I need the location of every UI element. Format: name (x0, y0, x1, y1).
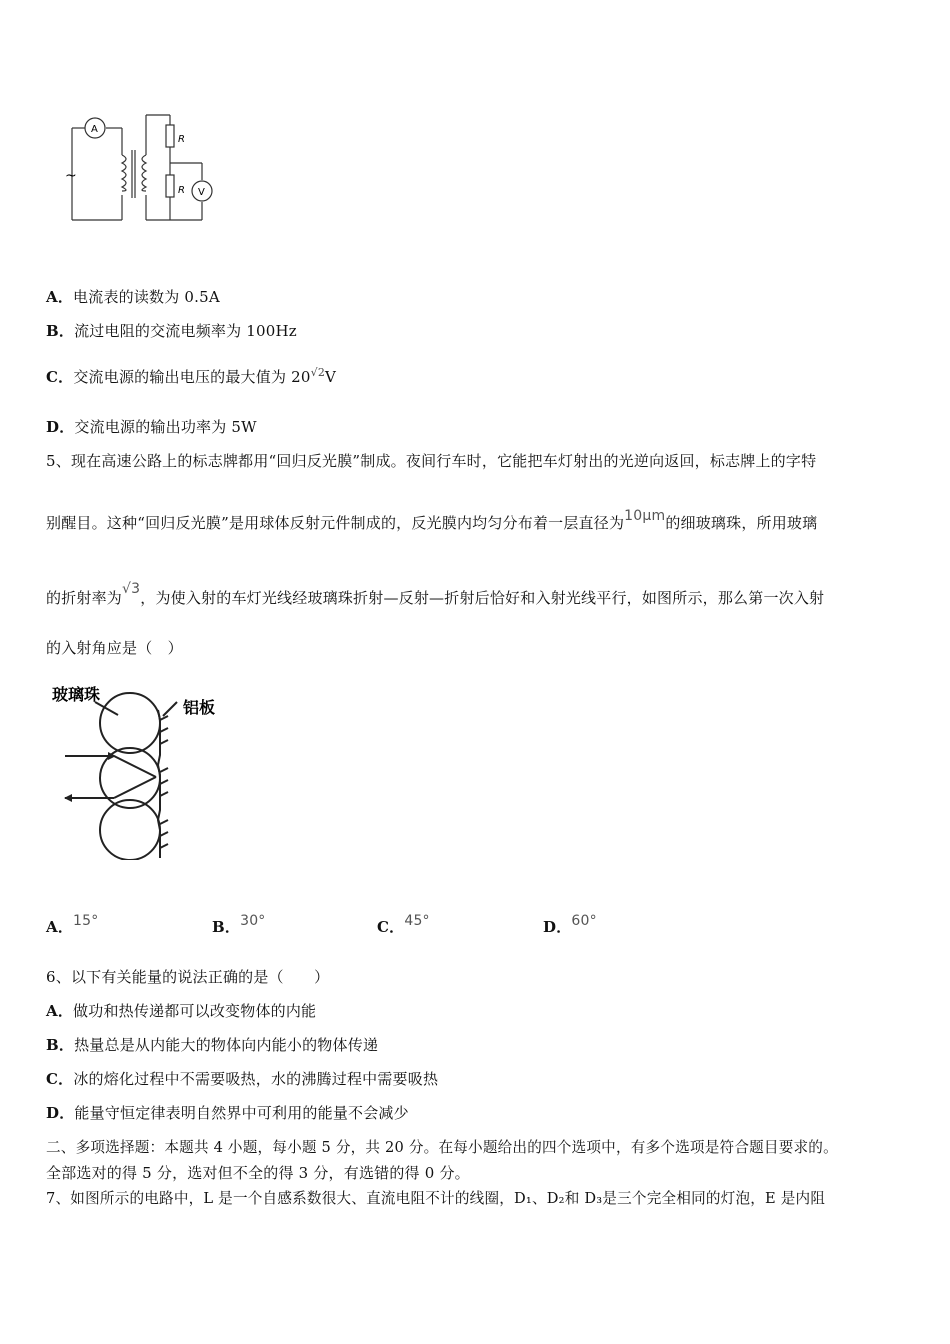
resistor-bottom-label: R (178, 185, 185, 196)
option-letter: D． (543, 918, 572, 936)
q5-option-b (212, 913, 266, 937)
q6-option-d (46, 1102, 409, 1123)
option-text: 冰的熔化过程中不需要吸热，水的沸腾过程中需要吸热 (73, 1070, 439, 1088)
option-letter: A． (46, 1002, 74, 1020)
option-text: 能量守恒定律表明自然界中可利用的能量不会减少 (74, 1104, 409, 1122)
option-letter: D． (46, 418, 75, 436)
q5-text: 别醒目。这种“回归反光膜”是用球体反射元件制成的，反光膜内均匀分布着一层直径为 (46, 514, 625, 532)
q4-option-d (46, 416, 257, 437)
q4-option-a (46, 286, 220, 307)
q6-stem: 6、以下有关能量的说法正确的是（ ） (46, 968, 330, 986)
option-letter: B． (46, 322, 75, 340)
q5-stem-line4: 的入射角应是（ ） (46, 639, 183, 657)
q5-stem-line2 (46, 508, 818, 533)
option-unit: V (325, 368, 337, 386)
q5-text: 的折射率为 (46, 589, 123, 607)
diameter-value: 10μm (624, 508, 666, 524)
option-letter: B． (212, 918, 241, 936)
option-text: 热量总是从内能大的物体向内能小的物体传递 (74, 1036, 379, 1054)
option-letter: B． (46, 1036, 75, 1054)
option-text: 交流电源的输出电压的最大值为 20 (73, 368, 311, 386)
q6-option-c (46, 1068, 438, 1089)
resistor-top-label: R (178, 134, 185, 145)
option-text: 流过电阻的交流电频率为 100Hz (74, 322, 297, 340)
option-value: 60° (571, 913, 597, 929)
q7-stem: 7、如图所示的电路中，L 是一个自感系数很大、直流电阻不计的线圈，D₁、D₂和 D₃是三个完全相同的灯泡，E 是内阻 (46, 1190, 826, 1207)
option-value: 15° (73, 913, 99, 929)
option-text: 电流表的读数为 0.5A (73, 288, 220, 306)
voltmeter-label: V (198, 187, 205, 198)
q5-text: 的细玻璃珠，所用玻璃 (665, 514, 818, 532)
bead-label: 玻璃珠 (52, 685, 101, 704)
option-letter: D． (46, 1104, 75, 1122)
option-text: 交流电源的输出功率为 5W (74, 418, 257, 436)
q5-option-d (543, 913, 597, 937)
option-letter: A． (46, 918, 74, 936)
q5-text: ，为使入射的车灯光线经玻璃珠折射—反射—折射后恰好和入射光线平行，如图所示，那么第一次入射 (140, 589, 825, 607)
q6-option-b (46, 1034, 378, 1055)
option-value: 45° (404, 913, 430, 929)
option-letter: C． (377, 918, 405, 936)
section2-instructions-line2: 全部选对的得 5 分，选对但不全的得 3 分，有选错的得 0 分。 (46, 1164, 470, 1182)
plate-label: 铝板 (183, 698, 216, 717)
q5-stem-line3 (46, 581, 825, 608)
q5-stem-line1: 5、现在高速公路上的标志牌都用“回归反光膜”制成。夜间行车时，它能把车灯射出的光逆向返回，标志牌上的字特 (46, 452, 817, 470)
q4-option-c (46, 366, 336, 387)
option-letter: C． (46, 1070, 74, 1088)
option-letter: C． (46, 368, 74, 386)
ammeter-label: A (91, 124, 98, 135)
q5-option-c (377, 913, 430, 937)
ac-source-label: ~ (65, 168, 77, 184)
q6-option-a (46, 1000, 316, 1021)
q4-option-b (46, 320, 297, 341)
q5-option-a (46, 913, 99, 937)
radical-value: √2 (310, 366, 326, 379)
glass-bead-figure (50, 680, 240, 860)
refractive-index-value: √3 (122, 581, 141, 597)
section2-instructions-line1: 二、多项选择题：本题共 4 小题，每小题 5 分，共 20 分。在每小题给出的四个选项中，有多个选项是符合题目要求的。 (46, 1139, 838, 1156)
option-text: 做功和热传递都可以改变物体的内能 (73, 1002, 317, 1020)
option-value: 30° (240, 913, 266, 929)
transformer-circuit-figure (60, 110, 220, 230)
option-letter: A． (46, 288, 74, 306)
